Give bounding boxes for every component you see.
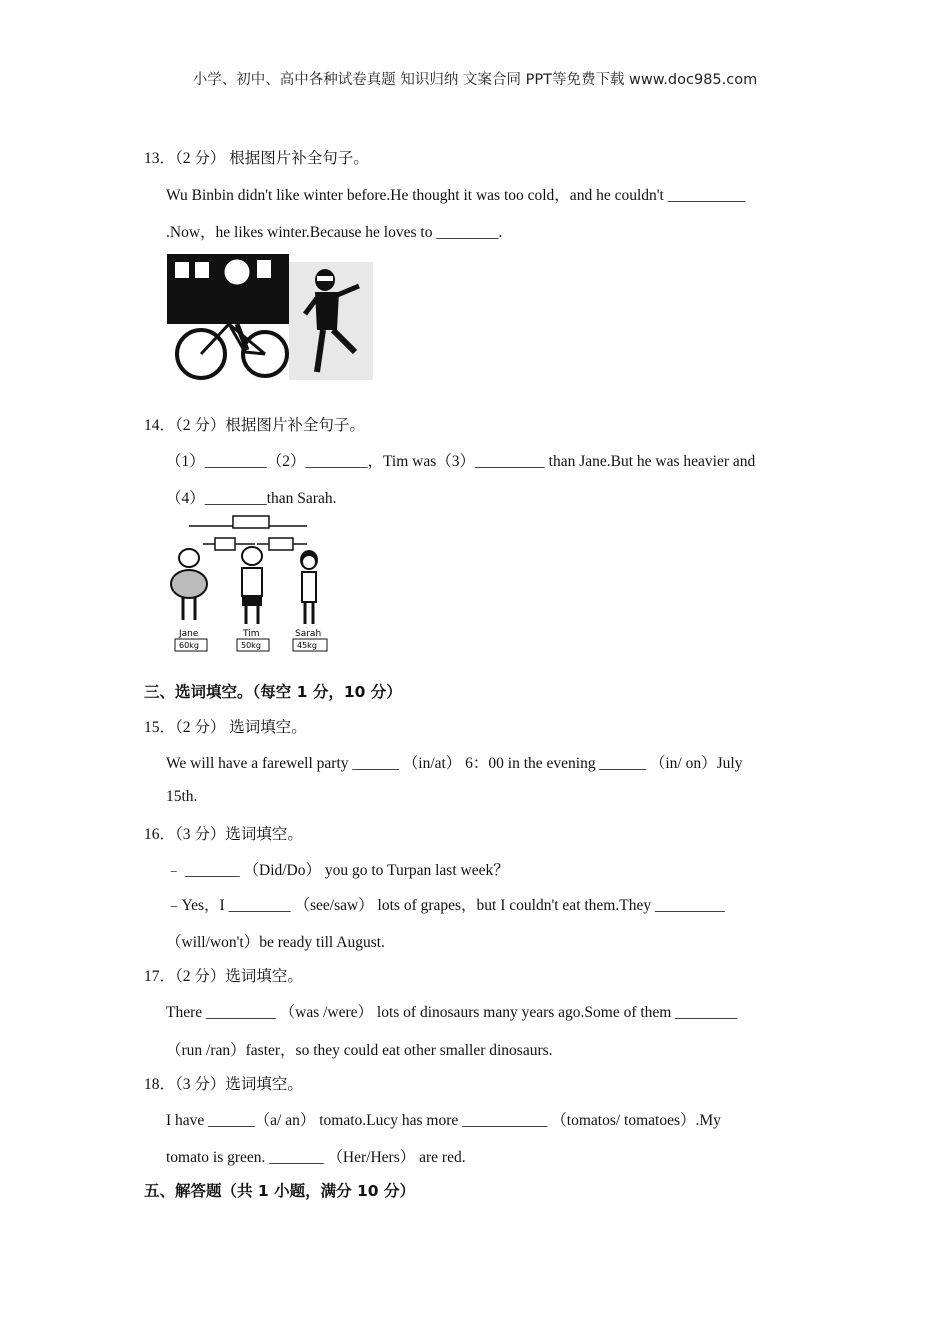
- q18-line2: tomato is green. _______ （Her/Hers） are red.: [166, 1149, 466, 1166]
- q13-title: 13．（2 分） 根据图片补全句子。: [144, 150, 369, 167]
- section5-title: 五、解答题（共 1 小题，满分 10 分）: [144, 1182, 415, 1200]
- sarah-label: Sarah: [295, 629, 322, 639]
- sarah-weight: 45kg: [297, 641, 317, 650]
- q17-line1: There _________ （was /were） lots of dinosaurs many years ago.Some of them ________: [166, 1004, 738, 1021]
- tim-label: Tim: [243, 629, 260, 639]
- q17-title: 17．（2 分）选词填空。: [144, 968, 303, 985]
- q18-title: 18．（3 分）选词填空。: [144, 1076, 303, 1093]
- q14-picture: [167, 514, 337, 654]
- q13-line1: Wu Binbin didn't like winter before.He thought it was too cold，and he couldn't __________: [166, 187, 746, 204]
- q13-line2: .Now，he likes winter.Because he loves to ________.: [166, 224, 503, 241]
- q14-line1: （1）________（2）________，Tim was（3）_________ than Jane.But he was heavier and: [166, 453, 756, 470]
- q15-line2: 15th.: [166, 788, 198, 805]
- section3-title: 三、选词填空。（每空 1 分，10 分）: [144, 683, 402, 701]
- q15-title: 15．（2 分） 选词填空。: [144, 719, 307, 736]
- bike-and-skating-illustration: [167, 252, 377, 382]
- q13-picture: [167, 252, 377, 382]
- q15-line1: We will have a farewell party ______ （in/at） 6：00 in the evening ______ （in/ on）July: [166, 755, 743, 772]
- q18-line1: I have ______（a/ an） tomato.Lucy has more ___________ （tomatos/ tomatoes）.My: [166, 1112, 721, 1129]
- jane-weight: 60kg: [179, 641, 199, 650]
- tim-weight: 50kg: [241, 641, 261, 650]
- q14-title: 14．（2 分）根据图片补全句子。: [144, 417, 365, 434]
- q16-line2: ﹣Yes，I ________ （see/saw） lots of grapes，but I couldn't eat them.They _________: [166, 897, 725, 914]
- q16-title: 16．（3 分）选词填空。: [144, 826, 303, 843]
- three-kids-comparison-illustration: [167, 514, 337, 654]
- jane-label: Jane: [179, 629, 199, 639]
- page-header: 小学、初中、高中各种试卷真题 知识归纳 文案合同 PPT等免费下载 www.doc985.com: [192, 72, 758, 88]
- q17-line2: （run /ran）faster，so they could eat other smaller dinosaurs.: [166, 1042, 553, 1059]
- q16-line1: ﹣ _______ （Did/Do） you go to Turpan last week？: [166, 862, 509, 879]
- q14-line2: （4）________than Sarah.: [166, 490, 337, 507]
- q16-line3: （will/won't）be ready till August.: [166, 934, 385, 951]
